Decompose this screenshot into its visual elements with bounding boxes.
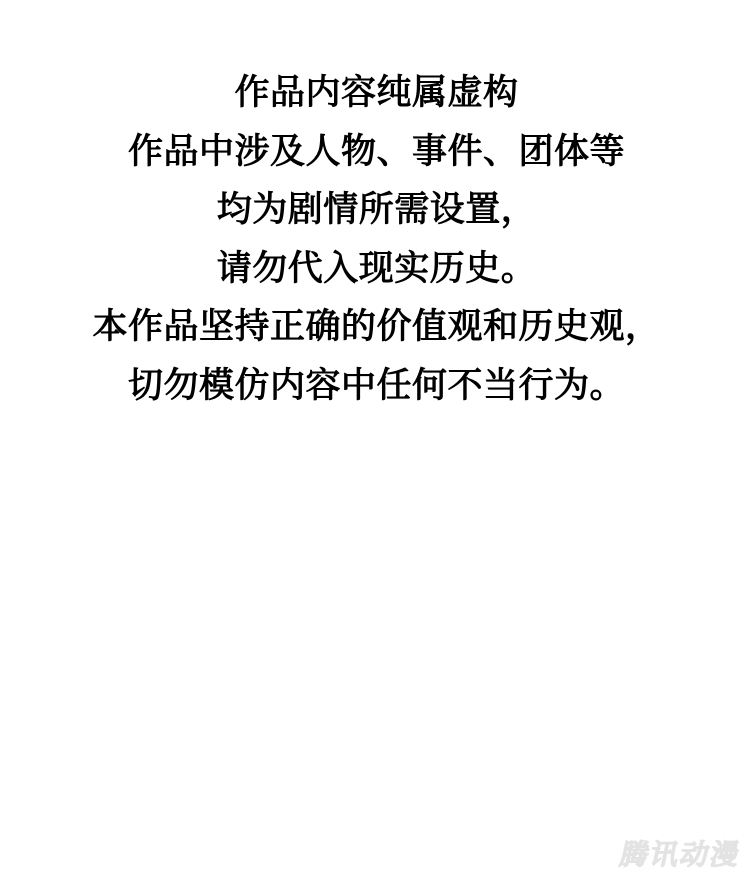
disclaimer-line: 本作品坚持正确的价值观和历史观， [92, 307, 661, 346]
disclaimer-line: 作品中涉及人物、事件、团体等 [127, 131, 625, 171]
tencent-comics-watermark: 腾讯动漫 [617, 839, 744, 870]
disclaimer-line: 请勿代入现实历史。 [216, 248, 537, 288]
disclaimer-line: 作品内容纯属虚构 [234, 73, 519, 112]
disclaimer-line: 均为剧情所需设置， [216, 190, 537, 229]
disclaimer-text-block [0, 64, 753, 415]
disclaimer-line: 切勿模仿内容中任何不当行为。 [127, 365, 625, 405]
